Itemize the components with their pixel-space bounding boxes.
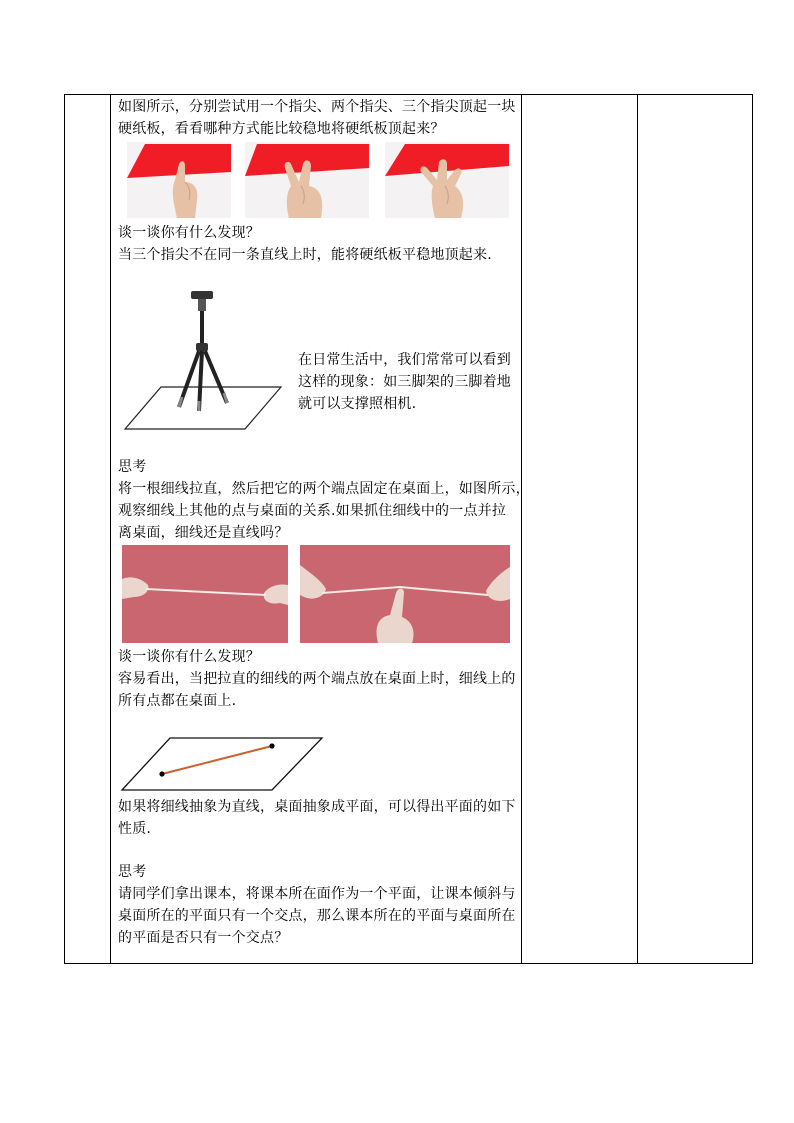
think-heading-1: 思考 [118,459,147,475]
finding-2-line-1: 容易看出，当把拉直的细线的两个端点放在桌面上时，细线上的 [118,671,516,687]
tripod-figure [121,285,285,431]
column-divider [637,95,638,963]
thread-text-2: 观察细线上其他的点与桌面的关系.如果抓住细线中的一点并拉 [118,503,507,519]
tripod-text-3: 就可以支撑照相机. [298,396,417,412]
plane-line-diagram [120,735,324,793]
abstract-text-1: 如果将细线抽象为直线，桌面抽象成平面，可以得出平面的如下 [118,799,516,815]
lesson-table [64,94,753,964]
thread-straight-photo [122,545,288,643]
abstract-text-2: 性质. [118,821,152,837]
column-divider [521,95,522,963]
thread-lifted-photo [300,545,510,643]
discuss-prompt-1: 谈一谈你有什么发现？ [118,225,260,241]
column-divider [110,95,111,963]
thread-text-3: 离桌面，细线还是直线吗？ [118,525,289,541]
two-finger-photo [245,142,369,218]
book-text-2: 桌面所在的平面只有一个交点，那么课本所在的平面与桌面所在 [118,908,516,924]
finding-1: 当三个指尖不在同一条直线上时，能将硬纸板平稳地顶起来. [118,247,492,263]
intro-line-1: 如图所示，分别尝试用一个指尖、两个指尖、三个指尖顶起一块 [118,99,516,115]
tripod-text-1: 在日常生活中，我们常常可以看到 [298,352,511,368]
think-heading-2: 思考 [118,864,147,880]
thread-text-1: 将一根细线拉直，然后把它的两个端点固定在桌面上，如图所示， [118,481,530,497]
one-finger-photo [127,142,231,218]
tripod-text-2: 这样的现象：如三脚架的三脚着地 [298,374,511,390]
book-text-3: 的平面是否只有一个交点？ [118,930,289,946]
finding-2-line-2: 所有点都在桌面上. [118,693,237,709]
intro-line-2: 硬纸板，看看哪种方式能比较稳地将硬纸板顶起来？ [118,121,445,137]
book-text-1: 请同学们拿出课本，将课本所在面作为一个平面，让课本倾斜与 [118,886,516,902]
discuss-prompt-2: 谈一谈你有什么发现？ [118,649,260,665]
three-finger-photo [385,142,509,218]
